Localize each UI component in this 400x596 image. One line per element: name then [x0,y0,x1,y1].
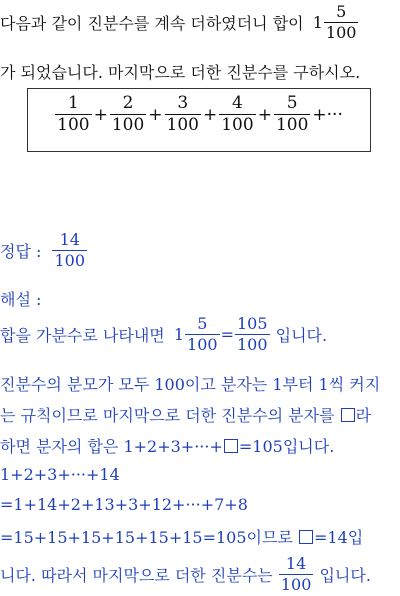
solution-l8-post: 입니다. [319,566,371,585]
solution-l1-whole: 1 [173,325,185,344]
question-text-2: 가 되었습니다. 마지막으로 더한 진분수를 구하시오. [0,63,361,82]
solution-line-1 [0,316,327,353]
blank-square-icon [341,408,355,422]
answer-num: 14 [59,230,80,249]
question-line-2 [0,60,360,83]
solution-l7-post: =14입 [314,528,364,547]
solution-l8-frac [279,556,314,593]
term-1-num: 1 [67,93,79,113]
question-text-1: 다음과 같이 진분수를 계속 더하였더니 합이 [0,14,304,33]
solution-l4-pre: 하면 분자의 합은 1+2+3+···+ [0,437,223,456]
l8-num: 14 [285,554,307,573]
term-4-den: 100 [221,115,254,135]
question-fraction [324,4,359,41]
solution-l1-frac [185,316,220,353]
term-3-den: 100 [166,115,199,135]
solution-l3-pre: 는 규칙이므로 마지막으로 더한 진분수의 분자를 [0,406,335,425]
solution-l4-post: =105입니다. [238,437,335,456]
solution-l1-post: 입니다. [275,326,328,345]
question-frac-num: 5 [336,2,347,21]
solution-line-4 [0,434,334,457]
solution-l1-eq: = [220,325,234,344]
term-2-den: 100 [111,115,145,135]
term-2-num: 2 [122,93,134,113]
l1-num: 5 [197,314,208,333]
solution-line-2: 진분수의 분모가 모두 100이고 분자는 1부터 1씩 커지 [0,375,381,394]
solution-l7-pre: =15+15+15+15+15+15=105이므로 [0,528,293,547]
l1-den2: 100 [236,335,268,354]
solution-l1-frac2 [235,316,270,353]
term-3-num: 3 [177,93,189,113]
term-1-den: 100 [57,115,90,135]
solution-l1-pre: 합을 가분수로 나타내면 [0,326,165,345]
term-5-den: 100 [275,115,309,135]
answer-line [0,232,88,269]
question-whole: 1 [312,13,323,32]
blank-square-icon [299,530,313,544]
series-term-3 [165,95,201,134]
l1-den: 100 [187,335,218,354]
plus-sign: + [93,104,108,125]
solution-line-6: =1+14+2+13+3+12+···+7+8 [0,495,248,514]
series-term-5 [274,95,310,134]
solution-line-8 [0,556,371,593]
term-5-num: 5 [286,93,298,113]
solution-l3-post: 라 [355,406,372,425]
question-line-1 [0,4,359,41]
series-term-4 [219,95,255,134]
answer-den: 100 [54,251,86,270]
solution-line-7 [0,525,363,548]
plus-sign: + [202,104,218,125]
l8-den: 100 [280,575,312,594]
plus-sign: + [148,104,163,125]
solution-line-3 [0,403,371,426]
answer-label: 정답 : [0,242,42,261]
series-expression [28,95,370,134]
plus-sign: + [257,104,272,125]
series-term-1 [55,95,91,134]
question-frac-den: 100 [325,23,357,42]
term-4-num: 4 [232,93,243,113]
solution-line-5: 1+2+3+···+14 [0,465,120,484]
blank-square-icon [224,439,238,453]
series-box [27,88,371,152]
answer-fraction [52,232,87,269]
series-term-2 [110,95,146,134]
l1-num2: 105 [236,314,268,333]
solution-l8-pre: 니다. 따라서 마지막으로 더한 진분수는 [0,566,273,585]
series-ellipsis: +··· [312,104,343,125]
solution-label: 해설 : [0,290,42,309]
